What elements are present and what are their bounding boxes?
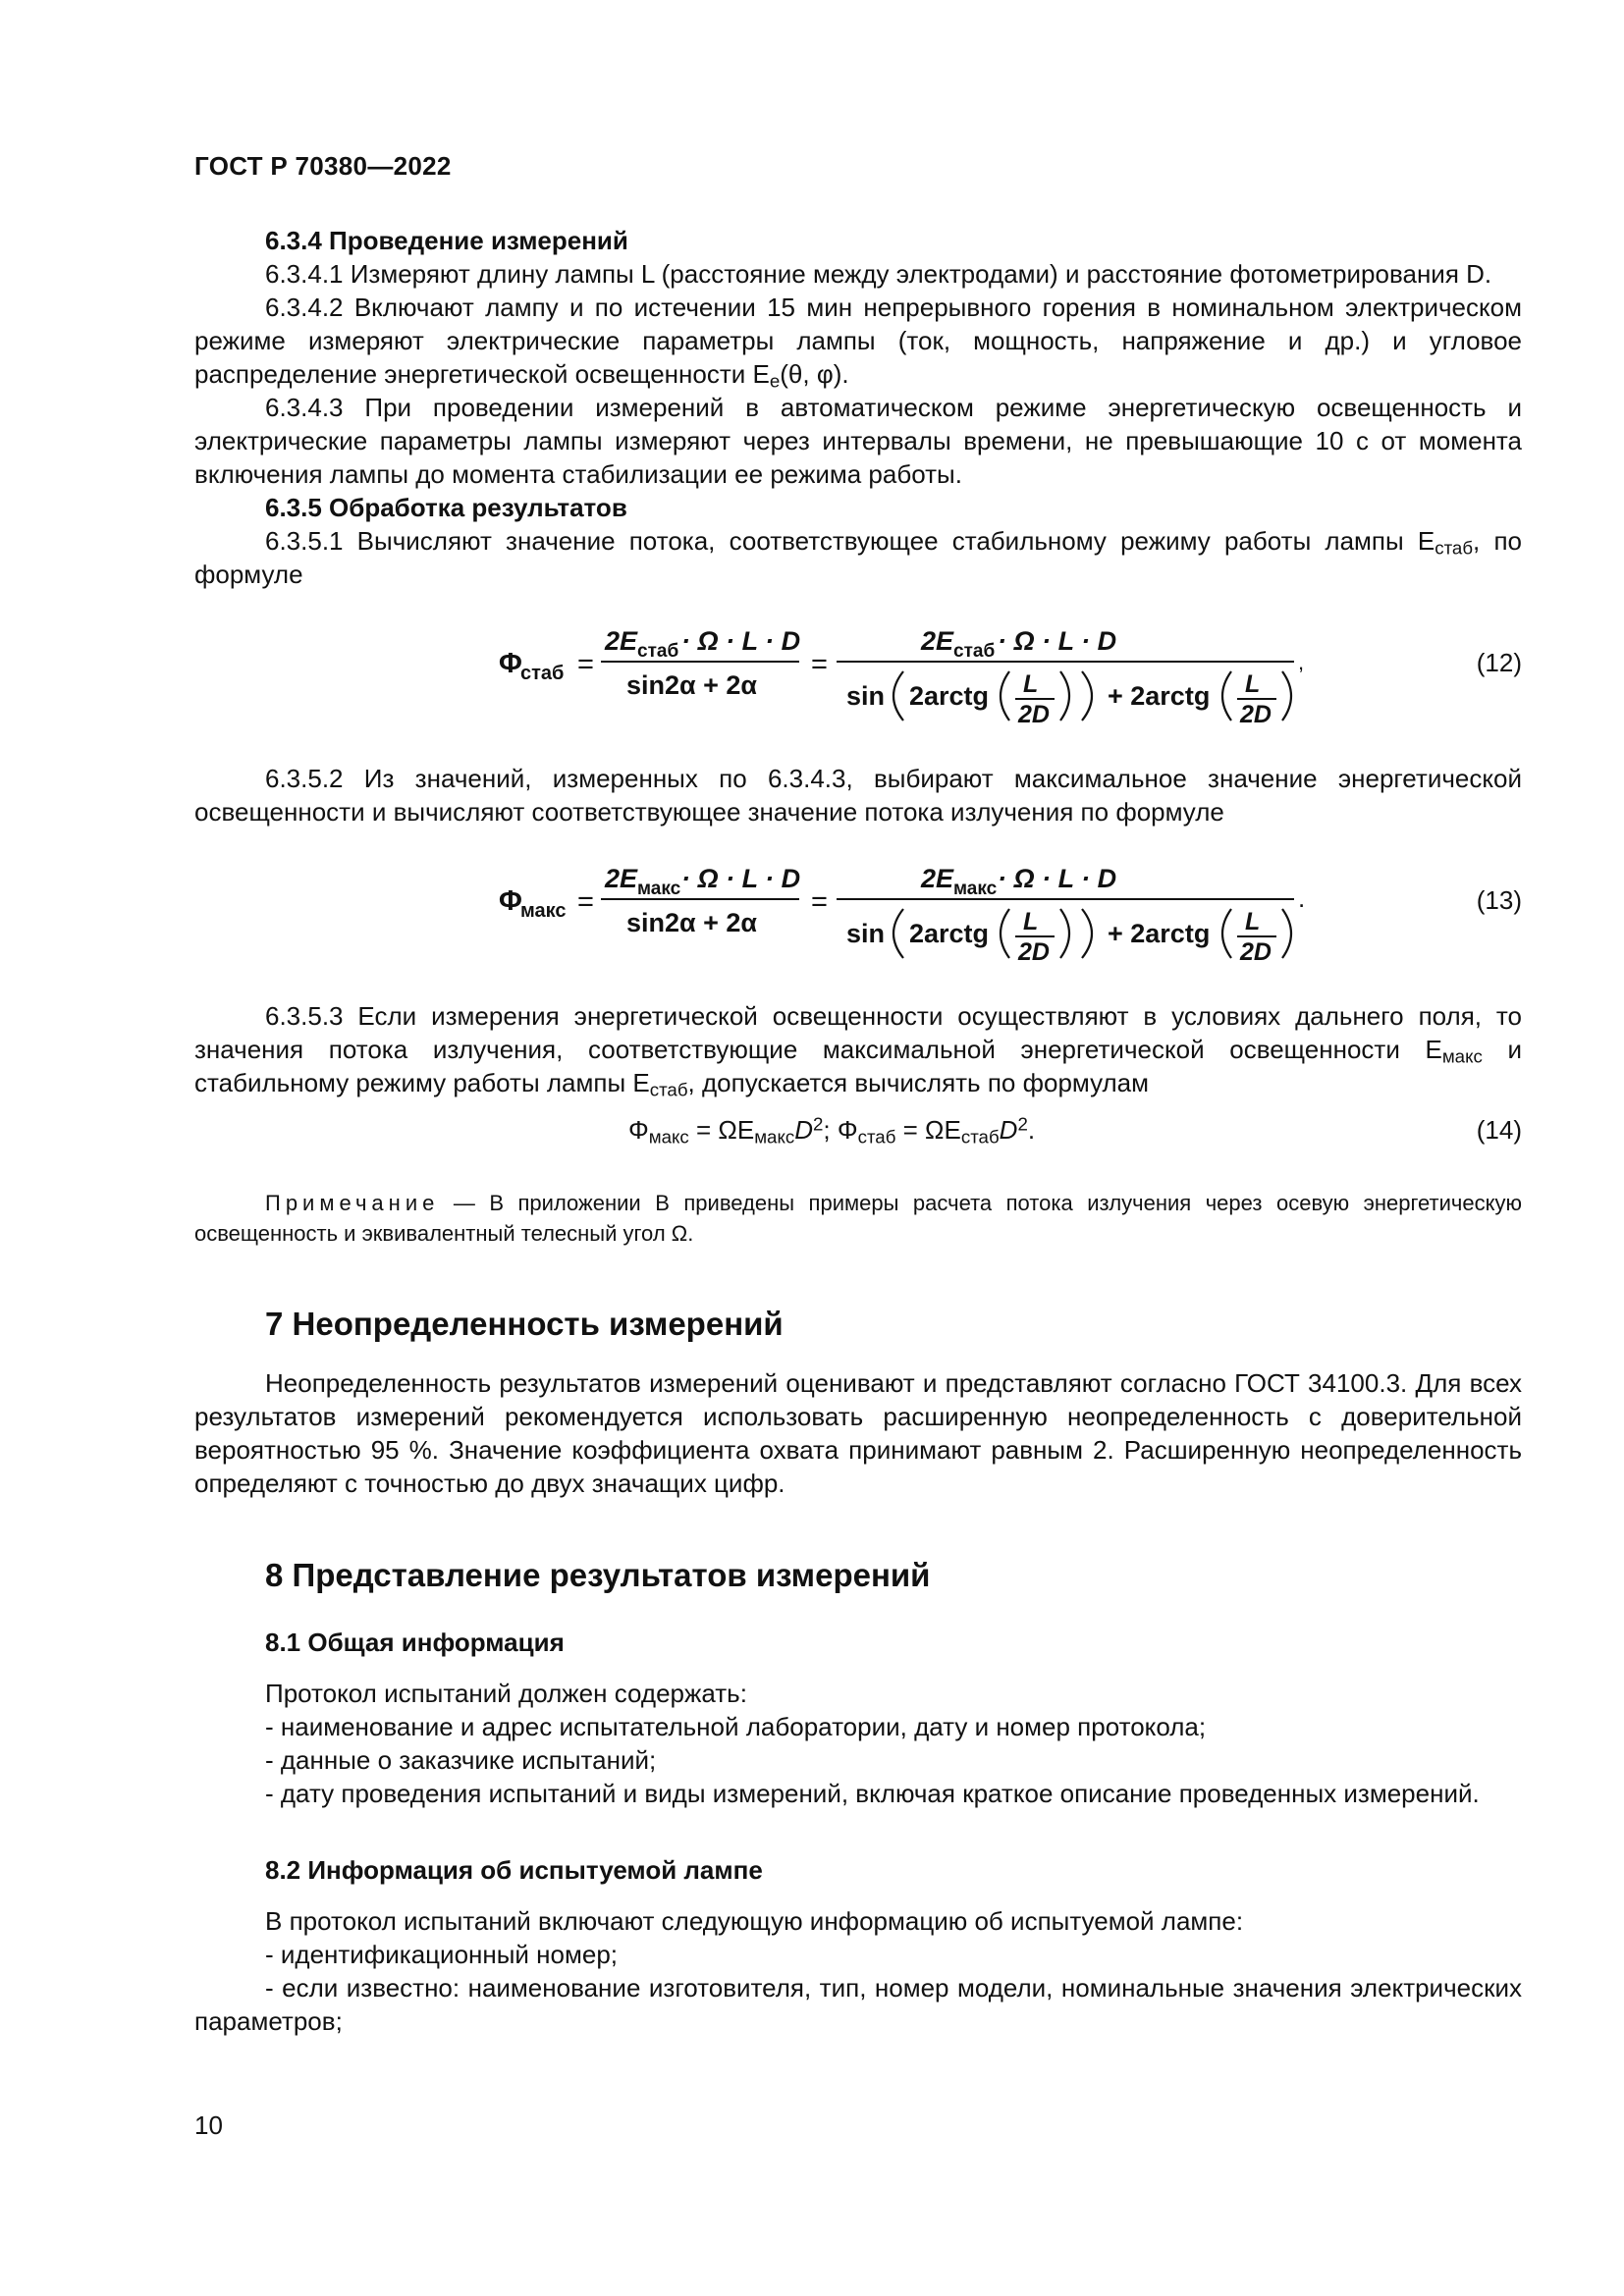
paren-close-outer — [1082, 909, 1092, 958]
section-8-title: 8 Представление результатов измерений — [265, 1557, 931, 1593]
lhs-subscript: стаб — [520, 663, 565, 684]
text-segment: 6.3.5.3 Если измерения энергетической освещенности осуществляют в условиях дальнего поля, то значения потока излучения, соответствующие максимальной энергетической освещенности E — [194, 1001, 1522, 1064]
den2-sin: sin — [846, 919, 886, 948]
section-6-3-4-title: 6.3.4 Проведение измерений — [265, 226, 628, 255]
paren-close-inner — [1060, 671, 1069, 721]
frac-den: 2D — [1018, 938, 1050, 966]
paragraph-6-3-4-3: 6.3.4.3 При проведении измерений в автоматическом режиме энергетическую освещенность и электрические параметры лампы измеряют через интервалы времени, не превышающие 10 с от момента включения лампы до момента стабилизации ее режима работы. — [194, 393, 1522, 489]
lhs-symbol: Φ — [499, 885, 522, 917]
paren-open-2 — [1222, 909, 1231, 958]
paragraph-6-3-5-3 — [194, 999, 1522, 1099]
text-segment: 6.3.5.1 Вычисляют значение потока, соответствующее стабильному режиму работы лампы E — [265, 526, 1435, 556]
frac-num-2: L — [1245, 908, 1261, 935]
formula-part: = ΩE — [688, 1115, 755, 1145]
formula-part: Φ — [628, 1115, 649, 1145]
subscript: e — [769, 370, 781, 392]
subscript: стаб — [649, 1079, 688, 1100]
den2-arctg: 2arctg — [909, 681, 990, 711]
text-segment: , допускается вычислять по формулам — [687, 1068, 1150, 1097]
paragraph-7: Неопределенность результатов измерений оценивают и представляют согласно ГОСТ 34100.3. Для всех результатов измерений рекомендуется использовать расширенную неопределенность с доверительной вероятностью 95 %. Значение коэффициента охвата принимают равным 2. Расширенную неопределенность определяют с точностью до двух значащих цифр. — [194, 1368, 1522, 1498]
den2-plus: + 2arctg — [1108, 681, 1211, 711]
paren-close-outer — [1082, 671, 1092, 721]
list-item: - данные о заказчике испытаний; — [265, 1745, 657, 1775]
paren-close-2 — [1282, 909, 1291, 958]
frac-num: L — [1023, 670, 1039, 698]
section-6-3-5-title: 6.3.5 Обработка результатов — [265, 493, 627, 522]
formula-superscript: 2 — [1017, 1113, 1028, 1135]
note-label: Примечание — [265, 1191, 440, 1215]
list-item: - наименование и адрес испытательной лаборатории, дату и номер протокола; — [265, 1712, 1207, 1741]
section-7-title: 7 Неопределенность измерений — [265, 1306, 784, 1342]
text-segment: 6.3.4.2 Включают лампу и по истечении 15 мин непрерывного горения в номинальном электрическом режиме измеряют электрические параметры лампы (ток, мощность, напряжение и др.) и угловое распределение энергетической освещенности E — [194, 293, 1522, 389]
num1-part-b: · Ω · L · D — [681, 864, 801, 893]
section-8-1-intro: Протокол испытаний должен содержать: — [265, 1679, 747, 1708]
list-item: - дату проведения испытаний и виды измерений, включая краткое описание проведенных измерений. — [265, 1779, 1480, 1808]
num1-subscript: стаб — [637, 641, 679, 662]
num1-subscript: макс — [637, 879, 681, 899]
text-segment: , по формуле — [194, 526, 1522, 589]
formula-part: D — [794, 1115, 813, 1145]
paragraph-6-3-4-2 — [194, 291, 1522, 391]
formula-superscript: 2 — [812, 1113, 824, 1135]
formula-part: . — [1027, 1115, 1036, 1145]
text-segment: (θ, φ). — [780, 359, 849, 389]
document-header: ГОСТ Р 70380—2022 — [194, 151, 452, 181]
paragraph-6-3-4-1: 6.3.4.1 Измеряют длину лампы L (расстояние между электродами) и расстояние фотометрирования D. — [265, 259, 1492, 289]
frac-den-2: 2D — [1240, 701, 1272, 728]
formula-12-graphic — [489, 601, 1412, 728]
formula-12 — [194, 601, 1522, 738]
note-text: — В приложении В приведены примеры расчета потока излучения через осевую энергетическую освещенность и эквивалентный телесный угол Ω. — [194, 1191, 1522, 1246]
subscript: стаб — [1435, 537, 1474, 559]
formula-13 — [194, 838, 1522, 976]
section-8-2-title: 8.2 Информация об испытуемой лампе — [265, 1855, 763, 1885]
frac-num-2: L — [1245, 670, 1261, 698]
paren-close-inner — [1060, 909, 1069, 958]
page-number: 10 — [194, 2110, 223, 2140]
formula-13-graphic — [489, 838, 1412, 966]
paragraph-6-3-5-1 — [194, 524, 1522, 591]
paren-open-outer — [893, 909, 903, 958]
den2-plus: + 2arctg — [1108, 919, 1211, 948]
equation-number-14: (14) — [1476, 1115, 1522, 1145]
document-body — [194, 224, 1522, 2038]
den1: sin2α + 2α — [626, 908, 758, 937]
note — [194, 1188, 1522, 1249]
formula-end-punct: , — [1298, 650, 1305, 674]
formula-part: ; Φ — [823, 1115, 858, 1145]
list-item: - если известно: наименование изготовителя, тип, номер модели, номинальные значения электрических параметров; — [194, 1973, 1522, 2036]
den2-arctg: 2arctg — [909, 919, 990, 948]
num2-part-a: 2E — [921, 626, 954, 656]
num2-subscript: стаб — [953, 641, 996, 662]
equals-sign: = — [577, 886, 594, 918]
equation-number-12: (12) — [1476, 648, 1522, 677]
formula-part: = ΩE — [895, 1115, 961, 1145]
equals-sign: = — [577, 649, 594, 680]
lhs-symbol: Φ — [499, 648, 522, 679]
num2-subscript: макс — [953, 879, 998, 899]
formula-end-punct: . — [1298, 883, 1306, 913]
frac-den: 2D — [1018, 701, 1050, 728]
text-segment: и стабильному режиму работы лампы E — [194, 1035, 1522, 1097]
num1-part-b: · Ω · L · D — [681, 626, 801, 656]
lhs-subscript: макс — [520, 900, 567, 922]
paren-open-inner — [1001, 671, 1009, 721]
equals-sign-2: = — [811, 649, 828, 680]
num2-part-a: 2E — [921, 864, 954, 893]
num1-part-a: 2E — [605, 864, 638, 893]
formula-14-expression — [628, 1113, 1035, 1147]
num1-part-a: 2E — [605, 626, 638, 656]
frac-num: L — [1023, 908, 1039, 935]
formula-subscript: макс — [754, 1126, 795, 1148]
frac-den-2: 2D — [1240, 938, 1272, 966]
formula-subscript: стаб — [960, 1126, 1000, 1148]
section-8-2-intro: В протокол испытаний включают следующую информацию об испытуемой лампе: — [265, 1906, 1244, 1936]
paren-open-outer — [893, 671, 903, 721]
list-item: - идентификационный номер; — [265, 1940, 619, 1969]
den1: sin2α + 2α — [626, 670, 758, 700]
subscript: макс — [1441, 1045, 1483, 1067]
paren-open-inner — [1001, 909, 1009, 958]
equation-number-13: (13) — [1476, 885, 1522, 915]
formula-subscript: макс — [648, 1126, 689, 1148]
num2-part-b: · Ω · L · D — [998, 626, 1117, 656]
num2-part-b: · Ω · L · D — [998, 864, 1117, 893]
equals-sign-2: = — [811, 886, 828, 918]
paren-open-2 — [1222, 671, 1231, 721]
den2-sin: sin — [846, 681, 886, 711]
paragraph-6-3-5-2: 6.3.5.2 Из значений, измеренных по 6.3.4.3, выбирают максимальное значение энергетической освещенности и вычисляют соответствующее значение потока излучения по формуле — [194, 764, 1522, 827]
formula-part: D — [999, 1115, 1018, 1145]
section-8-1-title: 8.1 Общая информация — [265, 1628, 565, 1657]
formula-14 — [194, 1107, 1522, 1152]
formula-subscript: стаб — [857, 1126, 896, 1148]
paren-close-2 — [1282, 671, 1291, 721]
